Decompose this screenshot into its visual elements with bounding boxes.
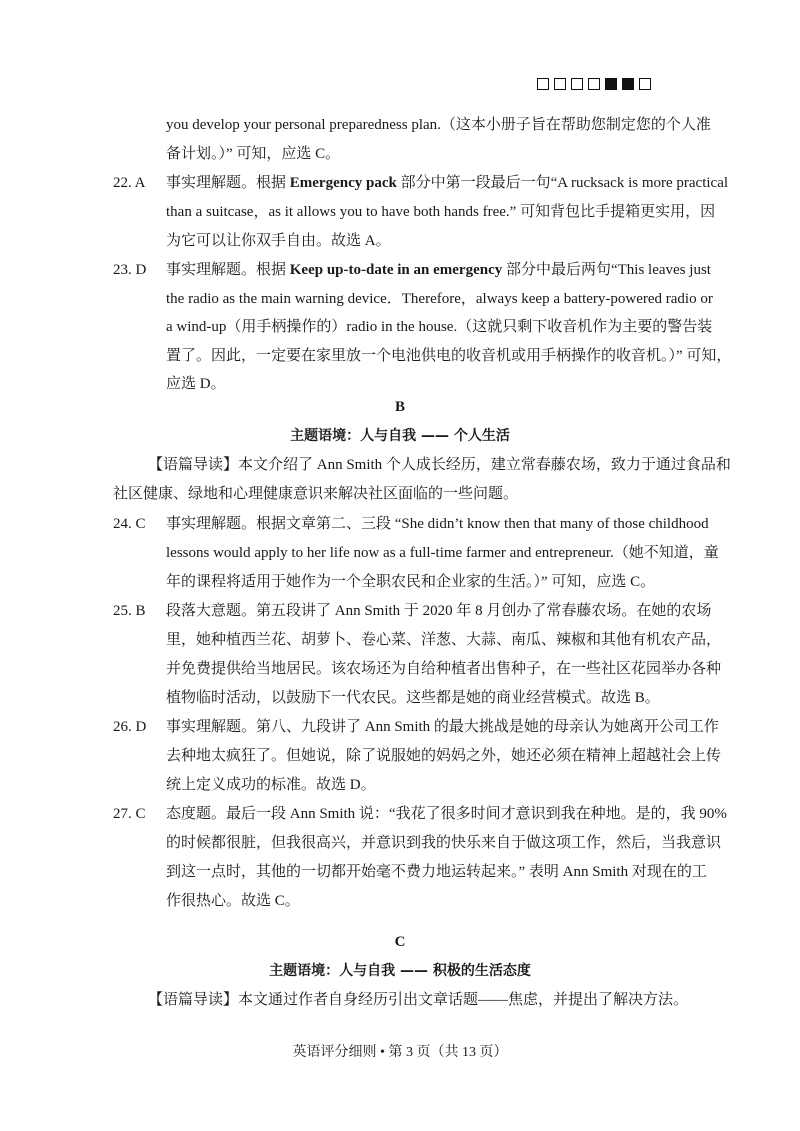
box-mark bbox=[571, 78, 583, 90]
text-line: the radio as the main warning device．Therefore，always keep a battery-powered radio or bbox=[166, 291, 713, 307]
text-line: 年的课程将适用于她作为一个全职农民和企业家的生活。）” 可知，应选 C。 bbox=[166, 574, 656, 590]
text-line: than a suitcase，as it allows you to have both hands free.” 可知背包比手提箱更实用，因 bbox=[166, 204, 716, 220]
section-theme: 主题语境：人与自我 —— 积极的生活态度 bbox=[269, 963, 531, 979]
text-line: 的时候都很脏，但我很高兴，并意识到我的快乐来自于做这项工作，然后，当我意识 bbox=[166, 835, 722, 851]
box-mark bbox=[554, 78, 566, 90]
text: 事实理解题。根据 bbox=[166, 175, 290, 191]
text-line: 里，她种植西兰花、胡萝卜、卷心菜、洋葱、大蒜、南瓜、辣椒和其他有机农产品， bbox=[166, 632, 722, 648]
answer-number: 26. D bbox=[113, 719, 147, 735]
box-mark bbox=[588, 78, 600, 90]
text-line: 并免费提供给当地居民。该农场还为自给种植者出售种子，在一些社区花园举办各种 bbox=[166, 661, 722, 677]
bold-term: Emergency pack bbox=[289, 175, 397, 191]
intro-line: 社区健康、绿地和心理健康意识来解决社区面临的一些问题。 bbox=[113, 486, 519, 502]
text-line: 段落大意题。第五段讲了 Ann Smith 于 2020 年 8 月创办了常春藤农场。在她的农场 bbox=[166, 603, 712, 619]
box-mark bbox=[639, 78, 651, 90]
intro-line: 【语篇导读】本文介绍了 Ann Smith 个人成长经历，建立常春藤农场，致力于通过食品和 bbox=[148, 457, 731, 473]
text-line: 备计划。）” 可知，应选 C。 bbox=[166, 146, 341, 162]
text: 部分中最后两句“This leaves just bbox=[502, 262, 711, 278]
box-mark-filled bbox=[605, 78, 617, 90]
answer-number: 24. C bbox=[113, 516, 146, 532]
section-theme: 主题语境：人与自我 —— 个人生活 bbox=[290, 428, 510, 444]
box-mark-filled bbox=[622, 78, 634, 90]
answer-number: 22. A bbox=[113, 175, 146, 191]
text: 事实理解题。根据 bbox=[166, 262, 290, 278]
text-line: 态度题。最后一段 Ann Smith 说：“我花了很多时间才意识到我在种地。是的，我 90% bbox=[166, 806, 727, 822]
answer-number: 27. C bbox=[113, 806, 146, 822]
intro-line: 【语篇导读】本文通过作者自身经历引出文章话题——焦虑，并提出了解决方法。 bbox=[148, 992, 689, 1008]
answer-number: 23. D bbox=[113, 262, 147, 278]
text-line: 事实理解题。第八、九段讲了 Ann Smith 的最大挑战是她的母亲认为她离开公司工作 bbox=[166, 719, 719, 735]
text-line: 到这一点时，其他的一切都开始毫不费力地运转起来。” 表明 Ann Smith 对现在的工 bbox=[166, 864, 707, 880]
text-line: 为它可以让你双手自由。故选 A。 bbox=[166, 233, 391, 249]
section-letter: B bbox=[394, 399, 405, 415]
page-footer: 英语评分细则 • 第 3 页（共 13 页） bbox=[292, 1045, 508, 1060]
header-box-marks bbox=[537, 78, 651, 90]
text-line: 事实理解题。根据文章第二、三段 “She didn’t know then that many of those childhood bbox=[166, 516, 709, 532]
text-line: 植物临时活动，以鼓励下一代农民。这些都是她的商业经营模式。故选 B。 bbox=[166, 690, 660, 706]
section-letter: C bbox=[394, 934, 406, 950]
text-line: 去种地太疯狂了。但她说，除了说服她的妈妈之外，她还必须在精神上超越社会上传 bbox=[166, 748, 722, 764]
text-line: 应选 D。 bbox=[166, 376, 226, 392]
text: 部分中第一段最后一句“A rucksack is more practical bbox=[396, 175, 729, 191]
box-mark bbox=[537, 78, 549, 90]
text-line: a wind-up（用手柄操作的）radio in the house.（这就只剩下收音机作为主要的警告装 bbox=[166, 319, 713, 335]
text-line: you develop your personal preparedness plan.（这本小册子旨在帮助您制定您的个人准 bbox=[166, 117, 711, 133]
text-line: 作很热心。故选 C。 bbox=[166, 893, 300, 909]
text-line bbox=[166, 173, 728, 193]
text-line: lessons would apply to her life now as a full-time farmer and entrepreneur.（她不知道，童 bbox=[166, 545, 719, 561]
answer-number: 25. B bbox=[113, 603, 146, 619]
text-line: 置了。因此，一定要在家里放一个电池供电的收音机或用手柄操作的收音机。）” 可知， bbox=[166, 348, 732, 364]
text-line: 统上定义成功的标准。故选 D。 bbox=[166, 777, 376, 793]
bold-term: Keep up-to-date in an emergency bbox=[289, 262, 503, 278]
text-line bbox=[166, 260, 711, 280]
